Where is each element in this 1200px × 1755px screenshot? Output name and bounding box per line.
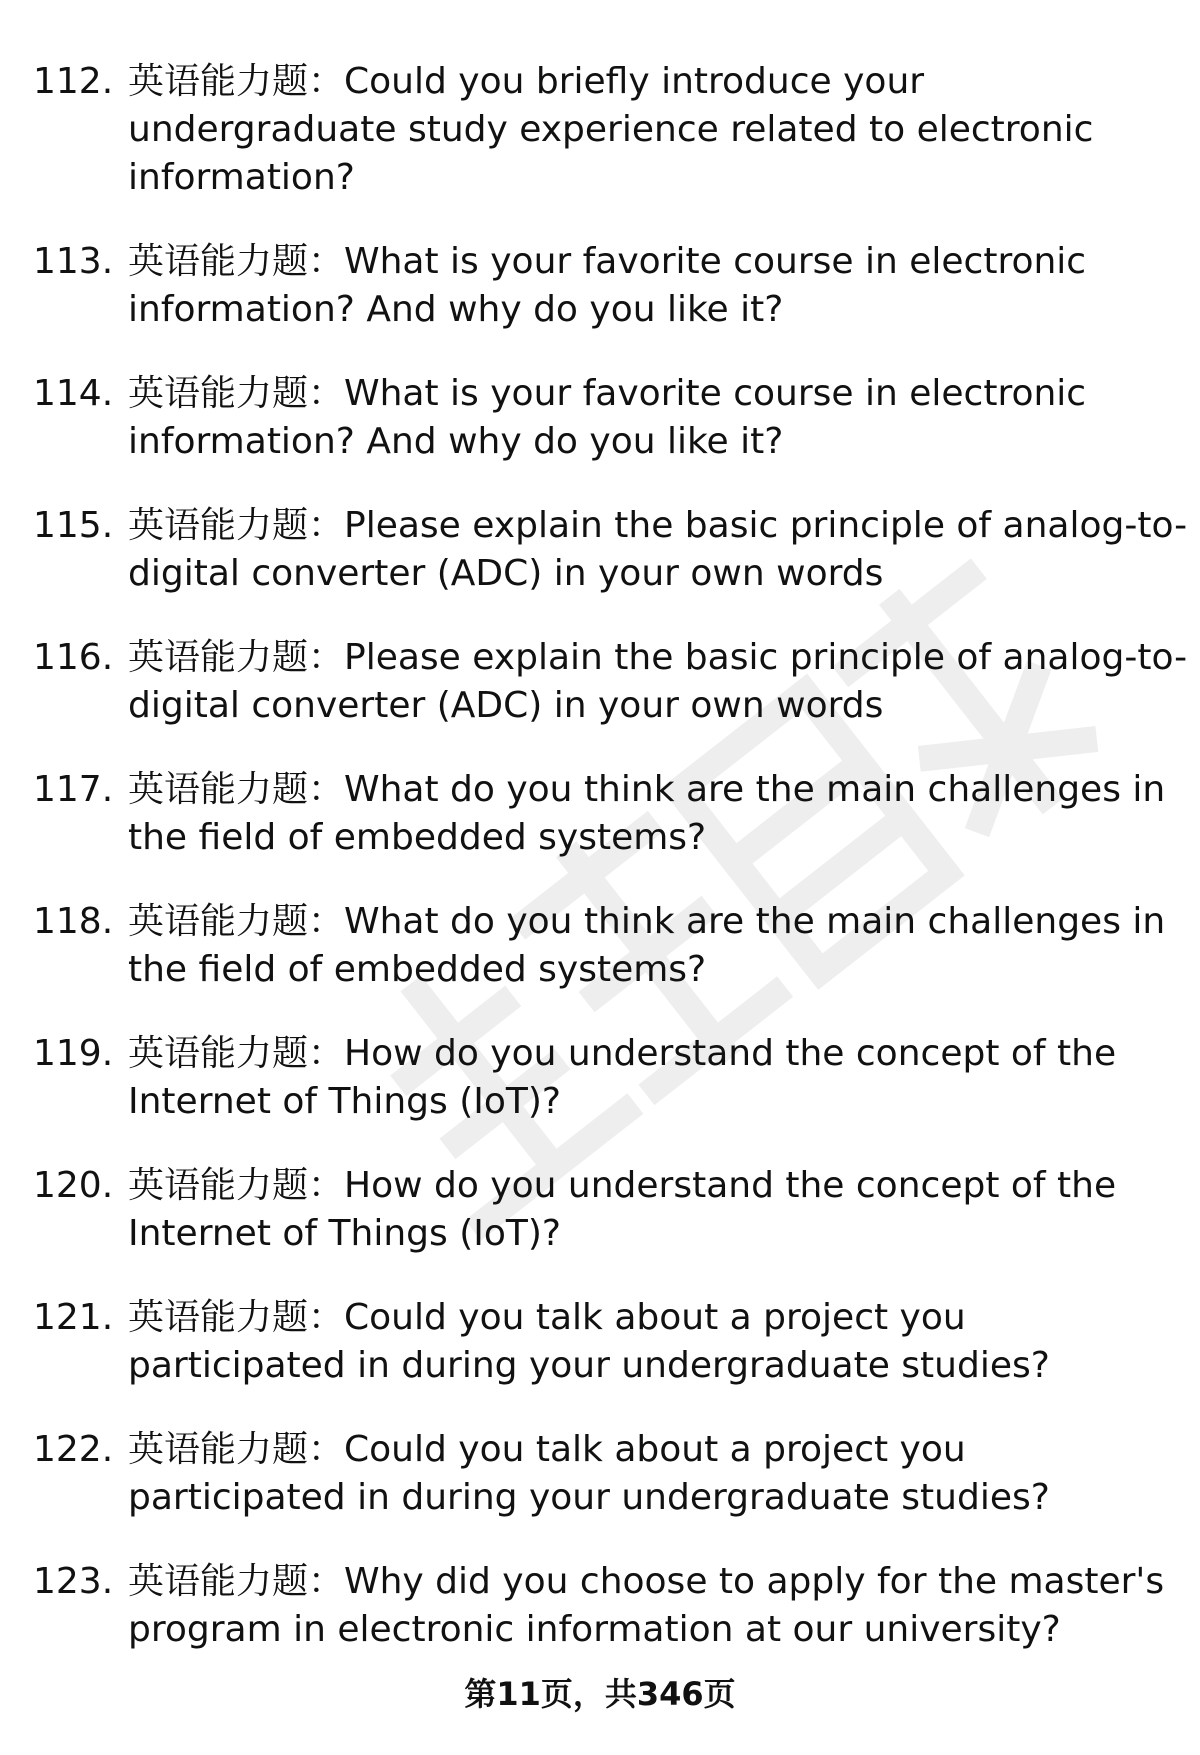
question-item [0, 238, 1200, 370]
question-number: 117. [33, 769, 114, 810]
question-text [128, 1030, 1173, 1126]
question-number: 116. [33, 637, 114, 678]
question-line: the field of embedded systems? [128, 817, 707, 858]
question-number: 118. [33, 901, 114, 942]
question-text [128, 1426, 1173, 1522]
question-item [0, 370, 1200, 502]
question-line: 英语能力题：Why did you choose to apply for the master's [128, 1561, 1165, 1602]
question-line: information? [128, 157, 355, 198]
question-item [0, 898, 1200, 1030]
question-list [0, 58, 1200, 1690]
question-line: Internet of Things (IoT)? [128, 1213, 562, 1254]
question-text [128, 1162, 1173, 1258]
question-line: 英语能力题：What do you think are the main challenges in [128, 901, 1166, 942]
question-text [128, 634, 1188, 730]
question-line: information? And why do you like it? [128, 289, 784, 330]
question-number: 122. [33, 1429, 114, 1470]
question-number: 113. [33, 241, 114, 282]
question-number: 121. [33, 1297, 114, 1338]
question-number: 115. [33, 505, 114, 546]
question-line: Internet of Things (IoT)? [128, 1081, 562, 1122]
question-line: program in electronic information at our university? [128, 1609, 1061, 1650]
question-text [128, 898, 1173, 994]
question-item [0, 1162, 1200, 1294]
question-text [128, 766, 1173, 862]
question-text [128, 502, 1188, 598]
question-number: 120. [33, 1165, 114, 1206]
question-item [0, 1030, 1200, 1162]
question-item [0, 58, 1200, 238]
question-line: the field of embedded systems? [128, 949, 707, 990]
question-line: 英语能力题：How do you understand the concept of the [128, 1165, 1117, 1206]
question-item [0, 634, 1200, 766]
question-line: 英语能力题：Could you talk about a project you [128, 1297, 966, 1338]
question-number: 123. [33, 1561, 114, 1602]
question-text [128, 238, 1173, 334]
question-line: digital converter (ADC) in your own words [128, 685, 884, 726]
question-line: undergraduate study experience related to electronic [128, 109, 1094, 150]
question-line: 英语能力题：What is your favorite course in electronic [128, 241, 1087, 282]
question-text [128, 370, 1173, 466]
question-number: 119. [33, 1033, 114, 1074]
question-line: participated in during your undergraduate studies? [128, 1477, 1050, 1518]
question-text [128, 1558, 1173, 1654]
question-line: 英语能力题：What is your favorite course in electronic [128, 373, 1087, 414]
question-line: digital converter (ADC) in your own words [128, 553, 884, 594]
question-line: 英语能力题：What do you think are the main challenges in [128, 769, 1166, 810]
question-item [0, 502, 1200, 634]
question-number: 112. [33, 61, 114, 102]
question-item [0, 1426, 1200, 1558]
question-text [128, 1294, 1173, 1390]
question-text [128, 58, 1173, 202]
question-line: 英语能力题：Could you briefly introduce your [128, 61, 925, 102]
question-item [0, 766, 1200, 898]
question-line: 英语能力题：Please explain the basic principle of analog-to- [128, 637, 1188, 678]
question-line: participated in during your undergraduate studies? [128, 1345, 1050, 1386]
question-line: information? And why do you like it? [128, 421, 784, 462]
page-footer: 第11页，共346页 [464, 1675, 736, 1713]
question-line: 英语能力题：Please explain the basic principle of analog-to- [128, 505, 1188, 546]
question-line: 英语能力题：How do you understand the concept of the [128, 1033, 1117, 1074]
question-number: 114. [33, 373, 114, 414]
question-line: 英语能力题：Could you talk about a project you [128, 1429, 966, 1470]
question-item [0, 1294, 1200, 1426]
question-item [0, 1558, 1200, 1690]
